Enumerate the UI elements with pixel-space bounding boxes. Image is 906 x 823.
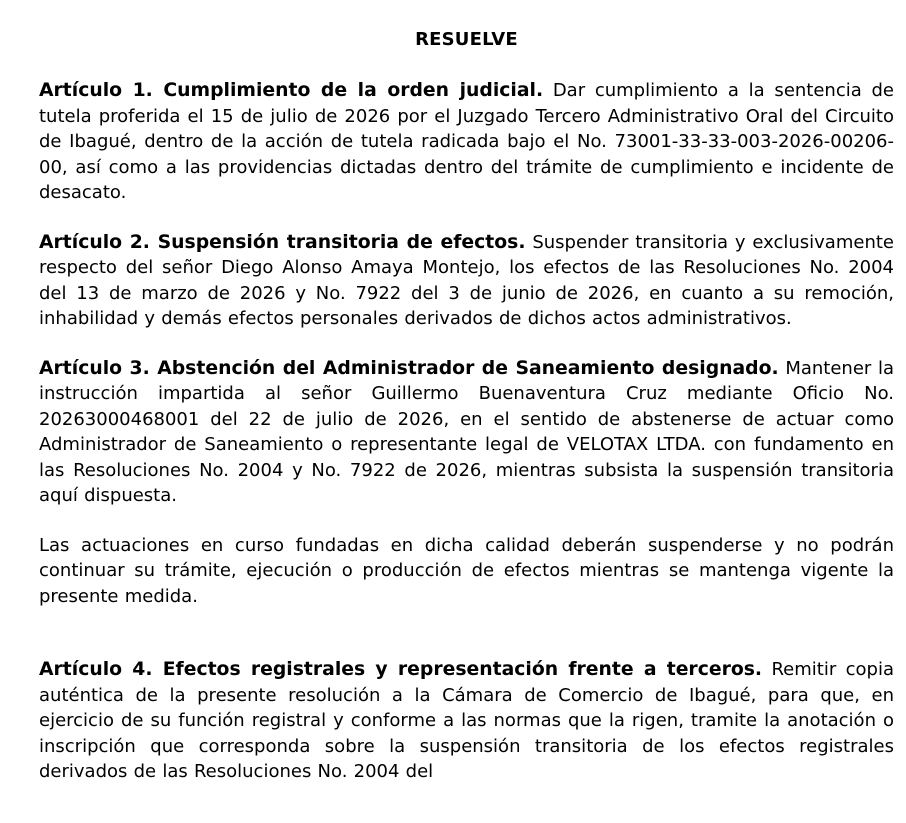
section-heading: RESUELVE [415, 29, 518, 50]
article-2 [39, 230, 894, 332]
article-3 [39, 356, 894, 509]
article-2-title: Artículo 2. Suspensión transitoria de efectos. [39, 231, 526, 253]
article-1 [39, 78, 894, 206]
article-4-title: Artículo 4. Efectos registrales y representación frente a terceros. [39, 659, 763, 680]
article-4-body: Remitir copia auténtica de la presente resolución a la Cámara de Comercio de Ibagué, para que, en ejercicio de su función registral y conforme a las normas que la rigen, tramite la anotación o inscripción que corresponda sobre la suspensión transitoria de los efectos registrales derivados de las Resoluciones No. 2004 del [39, 659, 894, 782]
article-1-title: Artículo 1. Cumplimiento de la orden judicial. [39, 80, 544, 101]
article-3-title: Artículo 3. Abstención del Administrador de Saneamiento designado. [39, 357, 779, 379]
article-3-body: Mantener la instrucción impartida al señor Guillermo Buenaventura Cruz mediante Oficio No. 20263000468001 del 22 de julio de 2026, en el sentido de abstenerse de actuar como Administrador de Saneamiento o representante legal de VELOTAX LTDA. con fundamento en las Resoluciones No. 2004 y No. 7922 de 2026, mientras subsista la suspensión transitoria aquí dispuesta. [39, 357, 894, 506]
article-2-body: Suspender transitoria y exclusivamente respecto del señor Diego Alonso Amaya Montejo, los efectos de las Resoluciones No. 2004 del 13 de marzo de 2026 y No. 7922 del 3 de junio de 2026, en cuanto a su remoción, inhabilidad y demás efectos personales derivados de dichos actos administrativos. [39, 231, 894, 329]
article-3-paragraph-2: Las actuaciones en curso fundadas en dicha calidad deberán suspenderse y no podrán continuar su trámite, ejecución o producción de efectos mientras se mantenga vigente la presente medida. [39, 534, 894, 607]
article-4 [39, 657, 894, 785]
article-1-body: Dar cumplimiento a la sentencia de tutela proferida el 15 de julio de 2026 por el Juzgado Tercero Administrativo Oral del Circuito de Ibagué, dentro de la acción de tutela radicada bajo el No. 73001-33-33-003-2026-00206-00, así como a las providencias dictadas dentro del trámite de cumplimiento e incidente de desacato. [39, 80, 894, 203]
